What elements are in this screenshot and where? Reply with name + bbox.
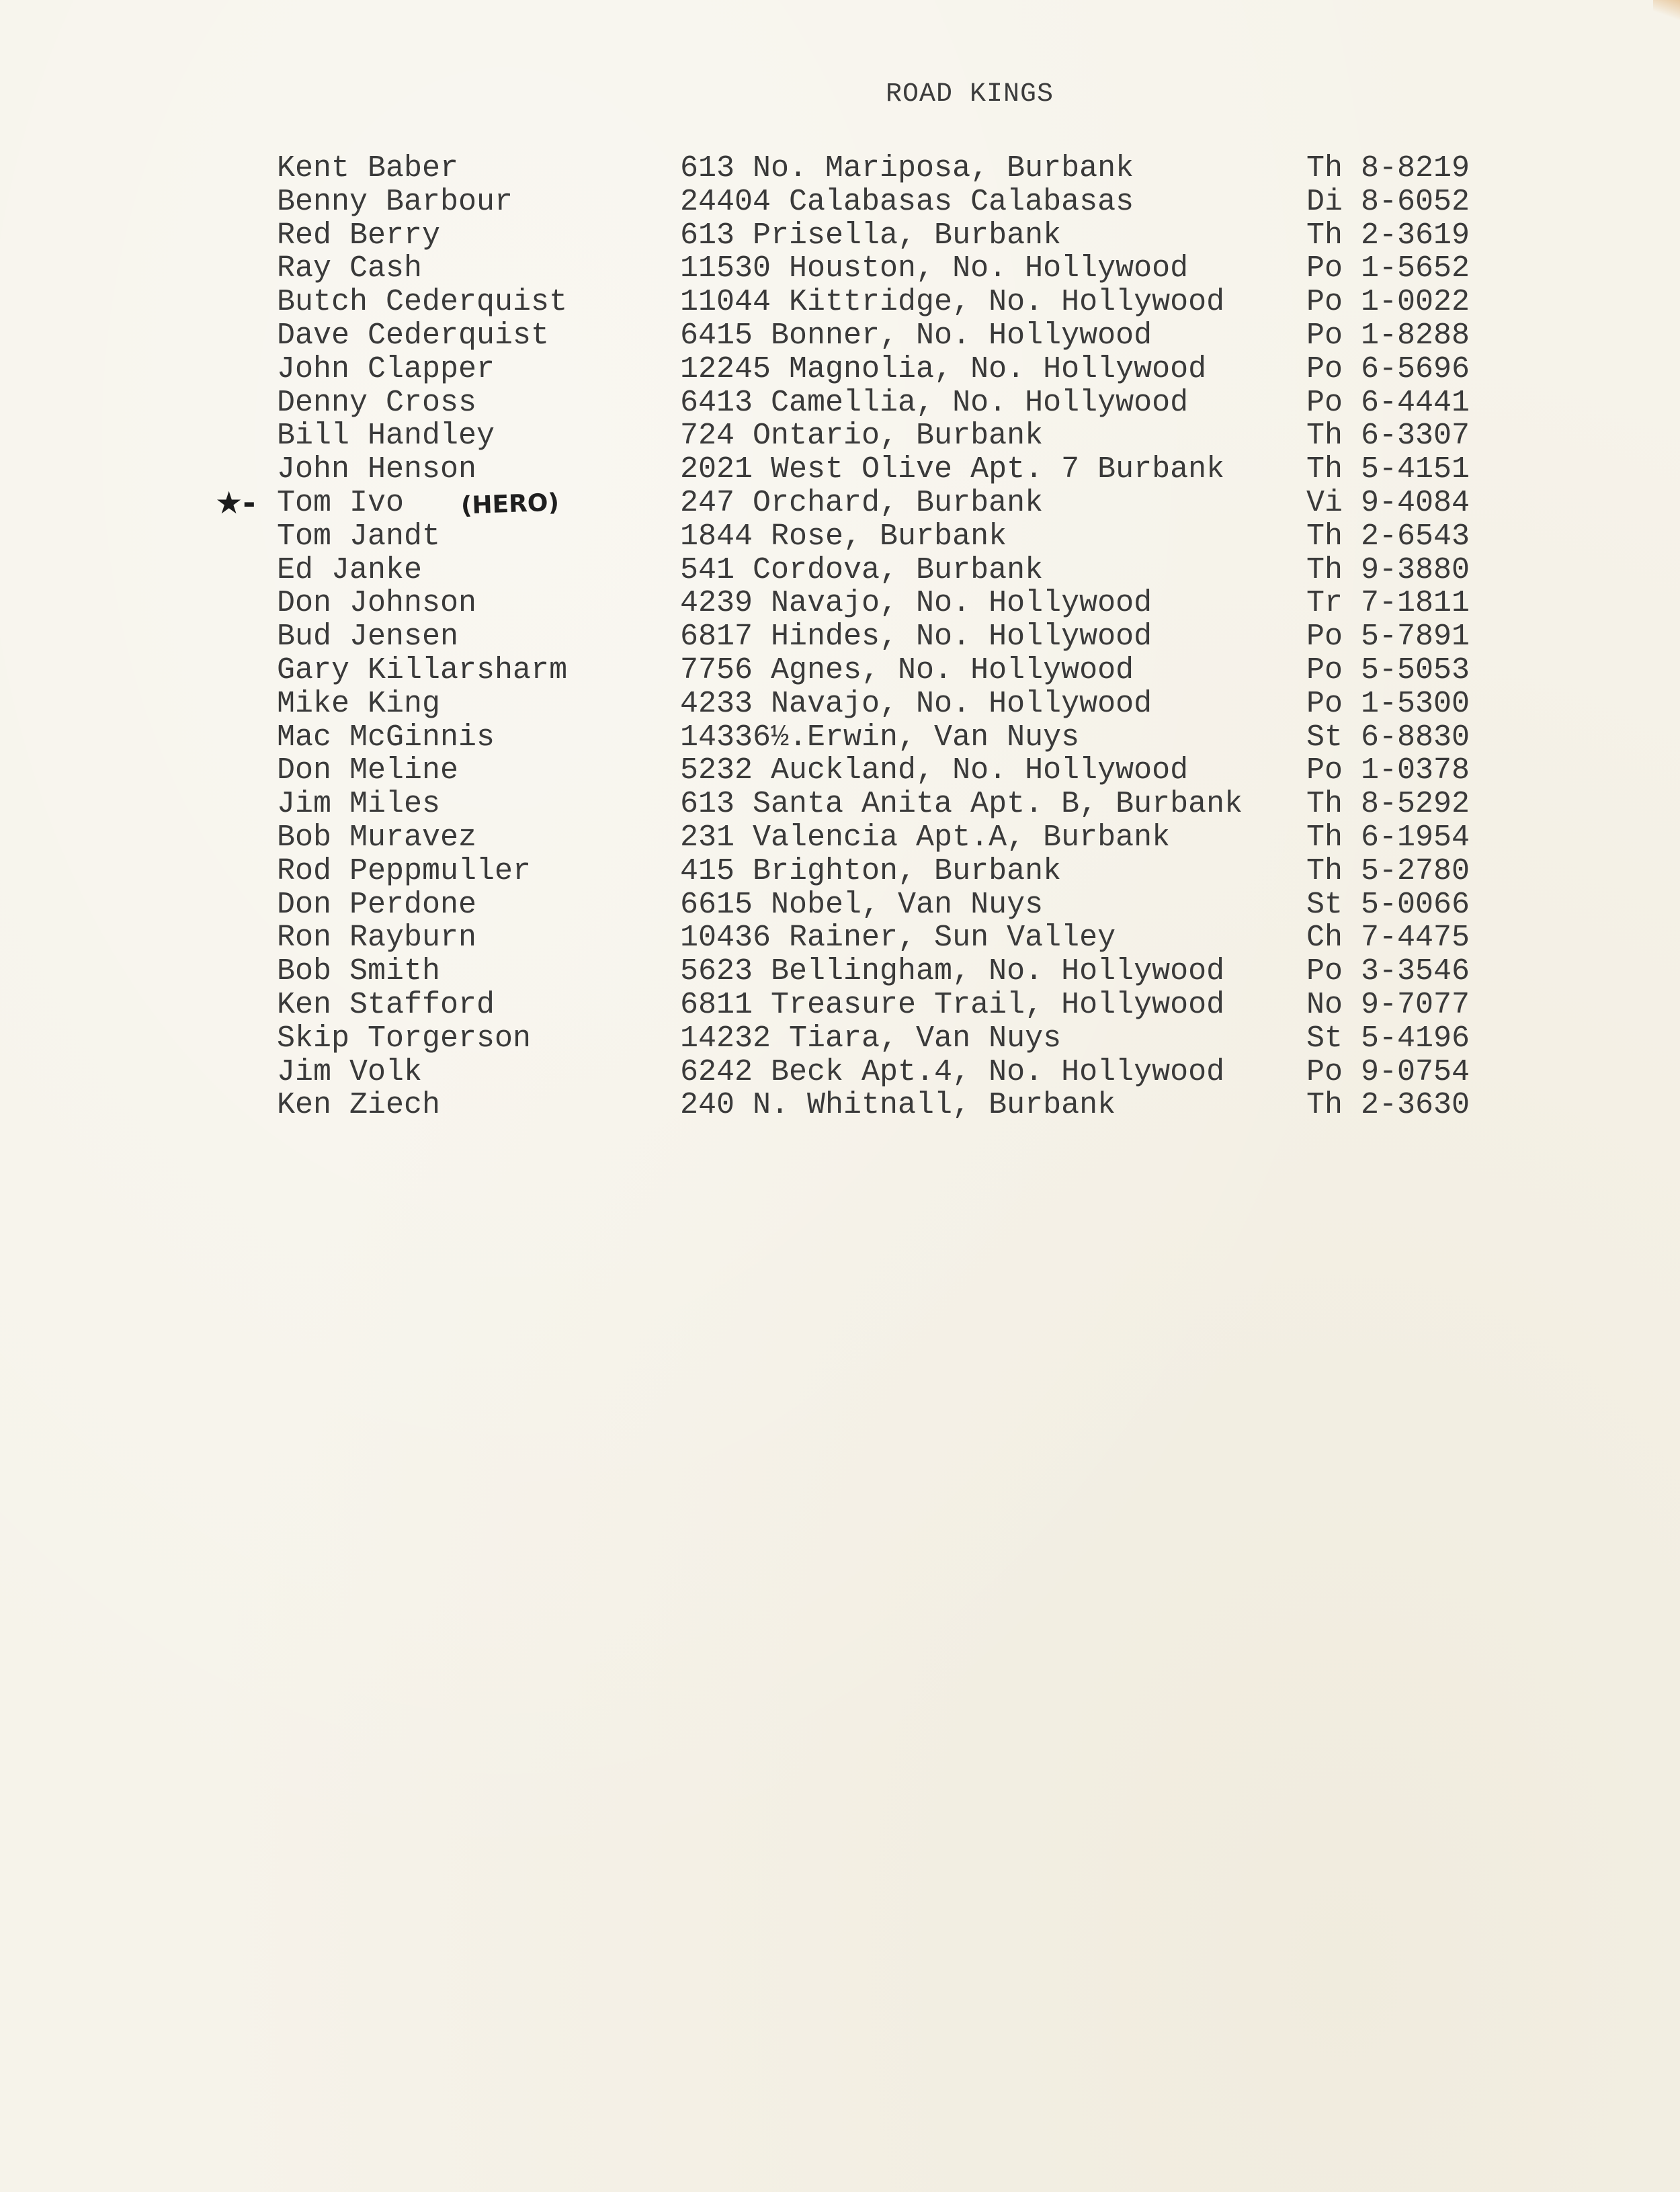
member-phone: Th 8-8219 <box>1306 151 1470 185</box>
member-address: 12245 Magnolia, No. Hollywood <box>680 351 1207 386</box>
member-address: 6242 Beck Apt.4, No. Hollywood <box>680 1054 1225 1089</box>
member-phone: Th 5-4151 <box>1306 452 1470 487</box>
roster-row <box>0 821 1680 855</box>
member-address: 11530 Houston, No. Hollywood <box>680 251 1189 286</box>
document-title: ROAD KINGS <box>886 79 1054 110</box>
member-name: Gary Killarsharm <box>277 652 568 687</box>
member-address: 2021 West Olive Apt. 7 Burbank <box>680 452 1225 487</box>
member-phone: Th 6-3307 <box>1306 419 1470 454</box>
member-phone: Po 5-5053 <box>1306 652 1470 687</box>
roster-row <box>0 453 1680 487</box>
roster-row <box>0 319 1680 353</box>
member-address: 613 Prisella, Burbank <box>680 218 1062 253</box>
member-address: 541 Cordova, Burbank <box>680 552 1044 587</box>
member-address: 4233 Navajo, No. Hollywood <box>680 686 1152 721</box>
roster-row <box>0 754 1680 788</box>
member-name: Red Berry <box>277 218 441 253</box>
handwritten-note: (HERO) <box>460 489 560 520</box>
member-name: Rod Peppmuller <box>277 853 532 888</box>
member-phone: Th 2-3630 <box>1306 1088 1470 1123</box>
member-name: Bill Handley <box>277 419 495 454</box>
member-address: 10436 Rainer, Sun Valley <box>680 921 1116 956</box>
member-phone: Th 2-6543 <box>1306 519 1470 554</box>
paper-stain <box>1653 0 1680 20</box>
member-name: Jim Volk <box>277 1054 423 1089</box>
roster-row <box>0 1022 1680 1056</box>
member-address: 6415 Bonner, No. Hollywood <box>680 318 1152 353</box>
member-phone: Ch 7-4475 <box>1306 921 1470 956</box>
member-phone: Th 5-2780 <box>1306 853 1470 888</box>
member-address: 14232 Tiara, Van Nuys <box>680 1021 1062 1056</box>
roster-row <box>0 654 1680 687</box>
roster-row <box>0 152 1680 185</box>
member-phone: St 5-0066 <box>1306 887 1470 922</box>
roster-row <box>0 185 1680 219</box>
member-name: Ken Ziech <box>277 1088 441 1123</box>
member-phone: Po 1-5652 <box>1306 251 1470 286</box>
member-address: 240 N. Whitnall, Burbank <box>680 1088 1116 1123</box>
member-name: Ray Cash <box>277 251 423 286</box>
member-phone: Po 9-0754 <box>1306 1054 1470 1089</box>
member-name: Skip Torgerson <box>277 1021 532 1056</box>
roster-row <box>0 921 1680 955</box>
member-phone: Po 3-3546 <box>1306 954 1470 989</box>
roster-row <box>0 386 1680 420</box>
roster-row <box>0 1089 1680 1122</box>
roster-row <box>0 687 1680 721</box>
star-marker-icon: ★- <box>215 484 256 521</box>
roster-row <box>0 252 1680 286</box>
member-address: 5623 Bellingham, No. Hollywood <box>680 954 1225 989</box>
member-phone: Th 8-5292 <box>1306 787 1470 822</box>
roster-row <box>0 353 1680 386</box>
member-name: Kent Baber <box>277 151 459 185</box>
roster-row <box>0 219 1680 253</box>
member-name: Ed Janke <box>277 552 423 587</box>
roster-row <box>0 788 1680 821</box>
roster-row <box>0 955 1680 988</box>
member-address: 24404 Calabasas Calabasas <box>680 184 1134 219</box>
member-phone: St 5-4196 <box>1306 1021 1470 1056</box>
member-name: Don Johnson <box>277 586 477 621</box>
member-phone: Th 9-3880 <box>1306 552 1470 587</box>
roster-row <box>0 988 1680 1022</box>
roster-row <box>0 1056 1680 1089</box>
member-name: John Clapper <box>277 351 495 386</box>
roster-row <box>0 554 1680 587</box>
member-phone: Po 1-8288 <box>1306 318 1470 353</box>
member-phone: Tr 7-1811 <box>1306 586 1470 621</box>
member-address: 11044 Kittridge, No. Hollywood <box>680 285 1225 320</box>
member-address: 7756 Agnes, No. Hollywood <box>680 652 1134 687</box>
member-address: 724 Ontario, Burbank <box>680 419 1044 454</box>
member-roster <box>0 152 1680 1122</box>
member-name: Denny Cross <box>277 385 477 420</box>
member-address: 5232 Auckland, No. Hollywood <box>680 753 1189 788</box>
roster-row <box>0 484 1680 521</box>
member-name: Tom Jandt <box>277 519 441 554</box>
member-address: 14336½.Erwin, Van Nuys <box>680 720 1080 755</box>
roster-row <box>0 419 1680 453</box>
member-phone: St 6-8830 <box>1306 720 1470 755</box>
member-address: 6615 Nobel, Van Nuys <box>680 887 1044 922</box>
member-phone: Po 5-7891 <box>1306 620 1470 655</box>
member-name: Bob Smith <box>277 954 441 989</box>
member-name: Tom Ivo <box>277 485 405 520</box>
member-name: Butch Cederquist <box>277 285 568 320</box>
roster-row <box>0 855 1680 888</box>
member-address: 415 Brighton, Burbank <box>680 853 1062 888</box>
member-phone: Th 2-3619 <box>1306 218 1470 253</box>
member-address: 613 No. Mariposa, Burbank <box>680 151 1134 185</box>
member-phone: Po 6-4441 <box>1306 385 1470 420</box>
roster-row <box>0 888 1680 922</box>
member-address: 6413 Camellia, No. Hollywood <box>680 385 1189 420</box>
member-phone: Po 6-5696 <box>1306 351 1470 386</box>
member-name: Ron Rayburn <box>277 921 477 956</box>
roster-row <box>0 620 1680 654</box>
member-phone: Po 1-0022 <box>1306 285 1470 320</box>
member-phone: Po 1-0378 <box>1306 753 1470 788</box>
member-address: 6817 Hindes, No. Hollywood <box>680 620 1152 655</box>
member-address: 6811 Treasure Trail, Hollywood <box>680 987 1225 1022</box>
member-phone: Po 1-5300 <box>1306 686 1470 721</box>
member-address: 231 Valencia Apt.A, Burbank <box>680 820 1171 855</box>
roster-row <box>0 520 1680 554</box>
member-address: 4239 Navajo, No. Hollywood <box>680 586 1152 621</box>
member-name: Benny Barbour <box>277 184 513 219</box>
member-name: Don Perdone <box>277 887 477 922</box>
member-address: 613 Santa Anita Apt. B, Burbank <box>680 787 1243 822</box>
member-name: Don Meline <box>277 753 459 788</box>
member-address: 1844 Rose, Burbank <box>680 519 1007 554</box>
roster-row <box>0 587 1680 620</box>
member-name: Dave Cederquist <box>277 318 550 353</box>
member-name: Bob Muravez <box>277 820 477 855</box>
member-name: John Henson <box>277 452 477 487</box>
member-name: Ken Stafford <box>277 987 495 1022</box>
member-phone: No 9-7077 <box>1306 987 1470 1022</box>
member-address: 247 Orchard, Burbank <box>680 485 1044 520</box>
member-name: Bud Jensen <box>277 620 459 655</box>
roster-row <box>0 721 1680 755</box>
roster-row <box>0 286 1680 319</box>
member-phone: Di 8-6052 <box>1306 184 1470 219</box>
member-name: Jim Miles <box>277 787 441 822</box>
member-phone: Vi 9-4084 <box>1306 485 1470 520</box>
member-name: Mike King <box>277 686 441 721</box>
member-name: Mac McGinnis <box>277 720 495 755</box>
member-phone: Th 6-1954 <box>1306 820 1470 855</box>
